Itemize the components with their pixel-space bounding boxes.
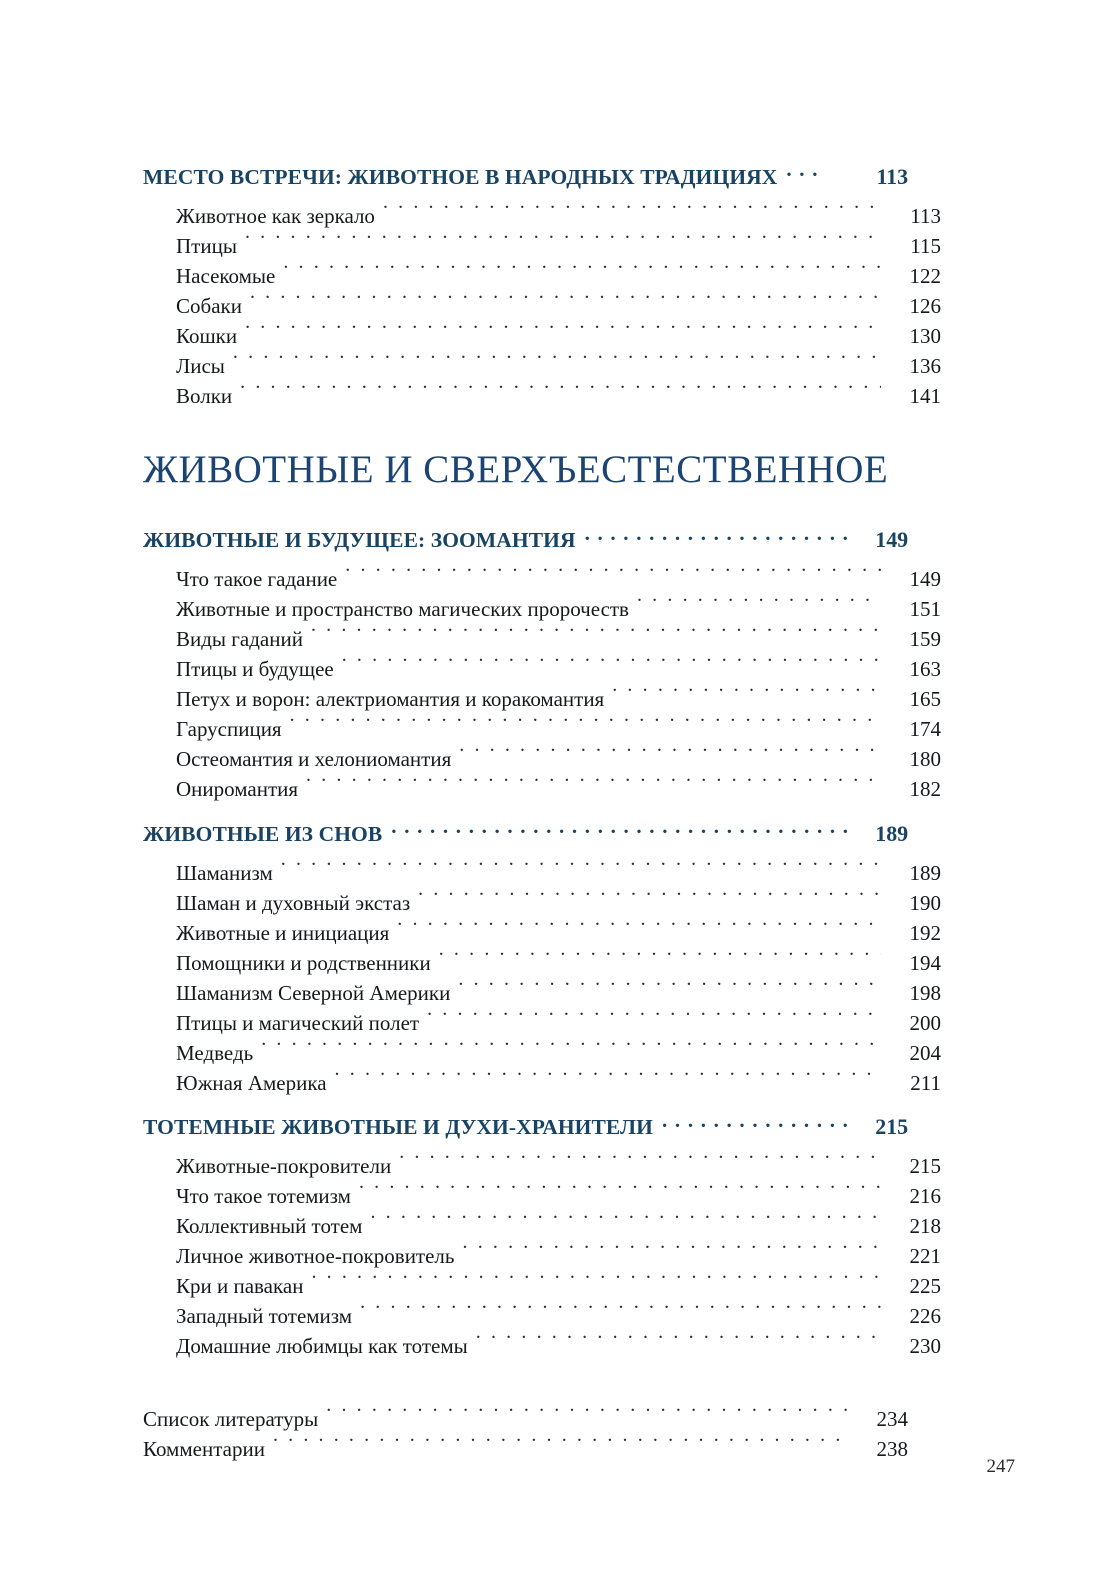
toc-entry[interactable]: [176, 373, 941, 408]
toc-section-title: ЖИВОТНЫЕ ИЗ СНОВ: [143, 821, 383, 846]
toc-entry-page: 194: [909, 950, 941, 975]
leader-dots: [662, 1113, 847, 1135]
toc-entry-title: Личное животное-покровитель: [176, 1244, 455, 1268]
toc-section-title: ЖИВОТНЫЕ И БУДУЩЕЕ: ЗООМАНТИЯ: [143, 528, 576, 552]
toc-entry-page: 182: [909, 777, 941, 801]
leader-dots: [283, 253, 881, 283]
leader-dots: [439, 940, 881, 970]
toc-entry[interactable]: [176, 193, 941, 228]
leader-dots: [273, 1426, 848, 1456]
leader-dots: [250, 283, 881, 313]
toc-entry[interactable]: [176, 850, 941, 885]
toc-entry-title: Птицы: [176, 233, 237, 258]
toc-entry-title: Западный тотемизм: [176, 1304, 353, 1328]
toc-entry[interactable]: [176, 1060, 941, 1095]
leader-dots: [281, 850, 881, 880]
toc-entry-title: Домашние любимцы как тотемы: [176, 1334, 468, 1358]
leader-dots: [360, 1293, 881, 1323]
toc-section-page: 149: [875, 527, 908, 552]
toc-entry-page: 226: [909, 1304, 941, 1328]
toc-entry-page: 189: [909, 860, 941, 885]
toc-entry-page: 141: [909, 383, 941, 408]
page-folio: 247: [986, 1456, 1015, 1477]
toc-entry-page: 165: [909, 687, 941, 711]
part-title-container: [143, 447, 908, 491]
toc-entry-title: Волки: [176, 383, 233, 408]
leader-dots: [463, 1233, 882, 1263]
toc-section-heading[interactable]: [143, 819, 908, 847]
leader-dots: [786, 162, 847, 184]
toc-entry-title: Медведь: [176, 1040, 254, 1065]
toc-entry-page: 180: [909, 747, 941, 771]
leader-dots: [458, 970, 881, 1000]
toc-entry-page: 215: [909, 1154, 941, 1178]
toc-entry-page: 163: [909, 657, 941, 681]
leader-dots: [245, 223, 881, 253]
toc-entry-page: 238: [876, 1437, 908, 1461]
toc-entry-page: 218: [909, 1214, 941, 1238]
toc-entry[interactable]: [176, 1030, 941, 1065]
leader-dots: [311, 616, 881, 646]
toc-section-page: 189: [875, 820, 908, 846]
toc-entry-title: Гаруспиция: [176, 717, 282, 741]
toc-entry-page: 113: [910, 203, 941, 228]
toc-entry[interactable]: [176, 556, 941, 591]
part-title: ЖИВОТНЫЕ И СВЕРХЪЕСТЕСТВЕННОЕ: [143, 447, 889, 491]
toc-entry[interactable]: [143, 1396, 908, 1431]
toc-entry-title: Список литературы: [143, 1407, 319, 1431]
leader-dots: [391, 819, 847, 841]
leader-dots: [342, 646, 881, 676]
toc-section-heading[interactable]: [143, 162, 908, 190]
toc-entry-page: 225: [909, 1274, 941, 1298]
leader-dots: [383, 193, 881, 223]
toc-entry-page: 192: [909, 920, 941, 945]
leader-dots: [240, 373, 881, 403]
leader-dots: [359, 1173, 881, 1203]
toc-entry-title: Шаманизм: [176, 860, 273, 885]
toc-backmatter-group: [143, 1396, 908, 1461]
toc-entry-page: 200: [909, 1010, 941, 1035]
toc-entry-page: 149: [909, 567, 941, 591]
toc-entry-title: Остеомантия и хелониомантия: [176, 747, 452, 771]
toc-entry-title: Лисы: [176, 353, 225, 378]
toc-entry-page: 151: [909, 597, 941, 621]
toc-entry-page: 198: [909, 980, 941, 1005]
toc-entry-title: Комментарии: [143, 1437, 265, 1461]
leader-dots: [306, 766, 881, 796]
toc-entry-page: 221: [909, 1244, 941, 1268]
toc-entry-page: 204: [909, 1040, 941, 1065]
toc-entry-title: Шаманизм Северной Америки: [176, 980, 451, 1005]
leader-dots: [399, 1143, 881, 1173]
toc-entry-page: 122: [909, 263, 941, 288]
toc-entry-title: Кри и павакан: [176, 1274, 304, 1298]
leader-dots: [585, 526, 847, 548]
toc-entry-title: Петух и ворон: алектриомантия и коракомантия: [176, 687, 605, 711]
toc-section-title: МЕСТО ВСТРЕЧИ: ЖИВОТНОЕ В НАРОДНЫХ ТРАДИЦИЯХ: [143, 164, 778, 189]
toc-entry[interactable]: [176, 1143, 941, 1178]
toc-entry-title: Коллективный тотем: [176, 1214, 363, 1238]
toc-entry-title: Насекомые: [176, 263, 276, 288]
toc-entry-group: [143, 1143, 941, 1358]
leader-dots: [335, 1060, 881, 1090]
toc-entry-title: Виды гаданий: [176, 627, 303, 651]
leader-dots: [261, 1030, 881, 1060]
toc-entry-page: 230: [909, 1334, 941, 1358]
toc-entry-page: 159: [909, 627, 941, 651]
leader-dots: [345, 556, 881, 586]
toc-entry[interactable]: [176, 343, 941, 378]
toc-entry-page: 126: [909, 293, 941, 318]
toc-entry-title: Птицы и будущее: [176, 657, 334, 681]
toc-entry[interactable]: [176, 313, 941, 348]
toc-entry[interactable]: [176, 880, 941, 915]
toc-entry-page: 115: [910, 233, 941, 258]
leader-dots: [370, 1203, 881, 1233]
toc-entry-title: Животные и инициация: [176, 920, 390, 945]
toc-entry-page: 211: [910, 1070, 941, 1095]
leader-dots: [612, 676, 881, 706]
toc-entry-page: 190: [909, 890, 941, 915]
toc-entry-title: Что такое тотемизм: [176, 1184, 351, 1208]
toc-section-heading[interactable]: [143, 526, 908, 554]
leader-dots: [245, 313, 881, 343]
toc-entry-page: 234: [876, 1407, 908, 1431]
toc-entry-group: [143, 193, 941, 408]
toc-section-page: 113: [876, 163, 908, 189]
toc-entry-title: Кошки: [176, 323, 238, 348]
toc-entry-title: Птицы и магический полет: [176, 1010, 420, 1035]
toc-entry[interactable]: [176, 736, 941, 771]
leader-dots: [233, 343, 881, 373]
toc-entry-title: Животное как зеркало: [176, 203, 375, 228]
toc-entry[interactable]: [176, 283, 941, 318]
toc-entry[interactable]: [176, 706, 941, 741]
leader-dots: [637, 586, 881, 616]
table-of-contents: [143, 162, 941, 1461]
leader-dots: [459, 736, 881, 766]
toc-entry-title: Южная Америка: [176, 1070, 327, 1095]
toc-entry-title: Что такое гадание: [176, 567, 338, 591]
toc-entry[interactable]: [176, 223, 941, 258]
toc-entry-title: Животные-покровители: [176, 1154, 392, 1178]
leader-dots: [427, 1000, 881, 1030]
leader-dots: [326, 1396, 848, 1426]
leader-dots: [397, 910, 881, 940]
toc-entry-group: [143, 556, 941, 801]
toc-entry-title: Собаки: [176, 293, 242, 318]
toc-section-title: ТОТЕМНЫЕ ЖИВОТНЫЕ И ДУХИ-ХРАНИТЕЛИ: [143, 1115, 654, 1139]
leader-dots: [418, 880, 881, 910]
toc-entry-page: 174: [909, 717, 941, 741]
toc-entry-page: 216: [909, 1184, 941, 1208]
toc-entry-title: Ониромантия: [176, 777, 299, 801]
toc-entry-page: 136: [909, 353, 941, 378]
toc-entry-page: 130: [909, 323, 941, 348]
toc-section-heading[interactable]: [143, 1113, 908, 1141]
leader-dots: [290, 706, 881, 736]
toc-entry-title: Шаман и духовный экстаз: [176, 890, 411, 915]
toc-section-page: 215: [875, 1114, 908, 1139]
leader-dots: [311, 1263, 881, 1293]
toc-entry-title: Помощники и родственники: [176, 950, 431, 975]
toc-entry[interactable]: [176, 253, 941, 288]
toc-entry-title: Животные и пространство магических пророчеств: [176, 597, 629, 621]
leader-dots: [476, 1323, 881, 1353]
toc-entry-group: [143, 850, 941, 1095]
